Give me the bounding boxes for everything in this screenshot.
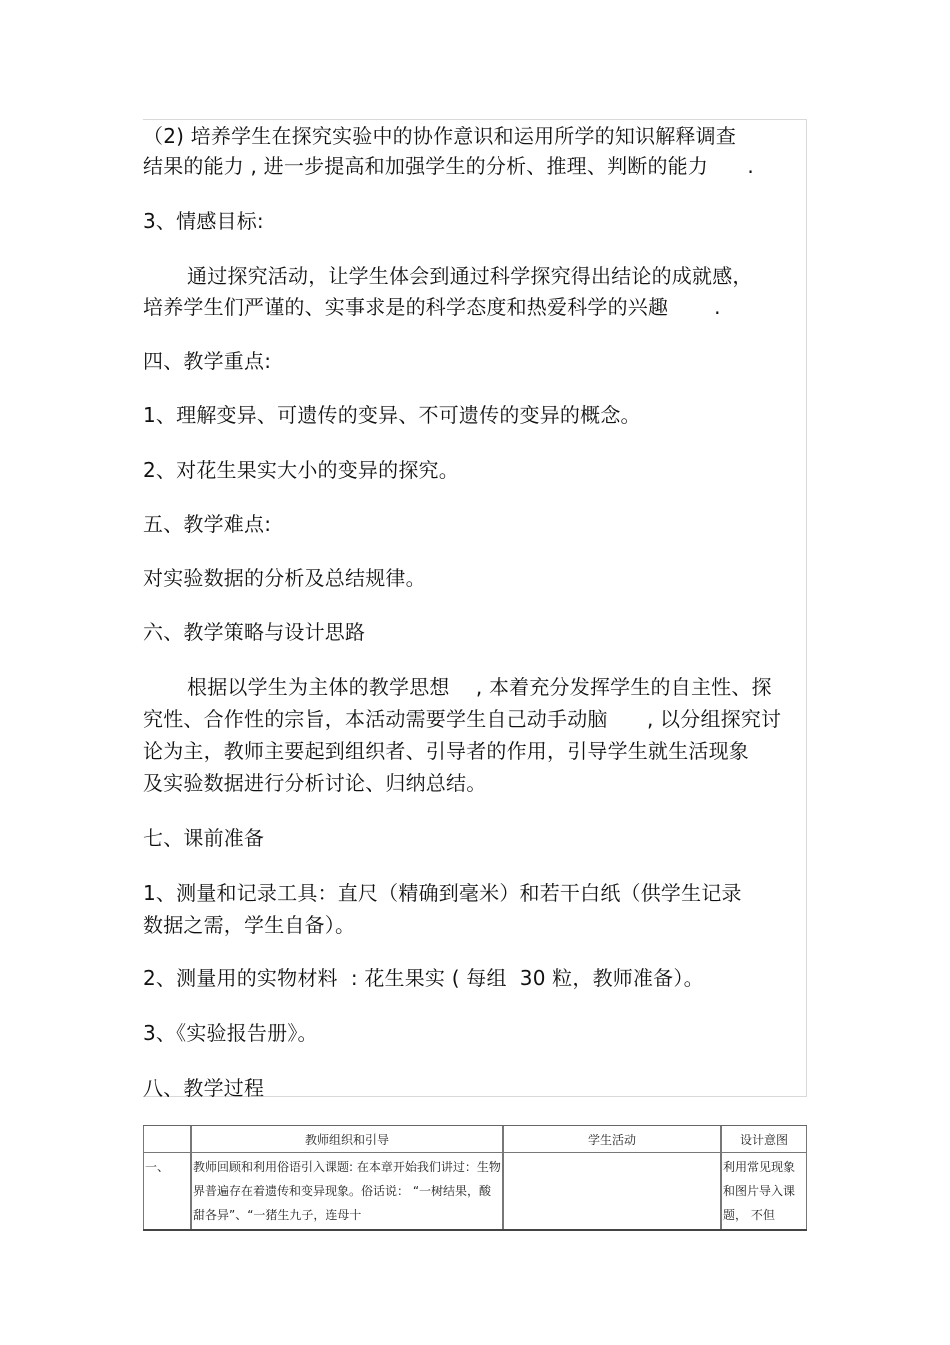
- heading-difficulties: 五、教学难点:: [143, 512, 272, 536]
- prep-2: 2、测量用的实物材料 : 花生果实 ( 每组 30 粒，教师准备）。: [143, 966, 704, 990]
- table-header-row: [143, 1126, 807, 1153]
- heading-preparation: 七、课前准备: [143, 826, 265, 850]
- header-teacher-guidance: 教师组织和引导: [191, 1126, 503, 1153]
- affective-line2: 培养学生们严谨的、实事求是的科学态度和热爱科学的兴趣 .: [143, 295, 721, 319]
- affective-line1: 通过探究活动，让学生体会到通过科学探究得出结论的成就感，: [187, 264, 753, 288]
- header-step: [143, 1126, 191, 1153]
- heading-process: 八、教学过程: [143, 1076, 265, 1100]
- cell-step: [143, 1153, 191, 1229]
- strategy-line4: 及实验数据进行分析讨论、归纳总结。: [143, 771, 487, 795]
- cell-teacher-text: 教师回顾和利用俗语引入课题: 在本章开始我们讲过：生物界普遍存在着遗传和变异现象。俗话说： “一树结果，酸甜各异”、“一猪生九子，连母十: [193, 1160, 501, 1222]
- heading-key-points: 四、教学重点:: [143, 349, 272, 373]
- prep-1-line2: 数据之需，学生自备）。: [143, 913, 356, 937]
- table-row: [143, 1153, 807, 1229]
- strategy-line1: 根据以学生为主体的教学思想 , 本着充分发挥学生的自主性、探: [187, 675, 772, 699]
- strategy-line2: 究性、合作性的宗旨，本活动需要学生自己动手动脑 , 以分组探究讨: [143, 707, 782, 731]
- heading-strategy: 六、教学策略与设计思路: [143, 620, 366, 644]
- cell-step-text: 一、: [145, 1160, 170, 1174]
- key-point-2: 2、对花生果实大小的变异的探究。: [143, 458, 459, 482]
- teaching-process-table: [143, 1125, 807, 1231]
- key-point-1: 1、理解变异、可遗传的变异、不可遗传的变异的概念。: [143, 403, 641, 427]
- header-student-activity: 学生活动: [503, 1126, 721, 1153]
- cell-student: [503, 1153, 721, 1229]
- strategy-line3: 论为主，教师主要起到组织者、引导者的作用，引导学生就生活现象: [143, 739, 749, 763]
- difficulty-1: 对实验数据的分析及总结规律。: [143, 566, 426, 590]
- prep-3: 3、《实验报告册》。: [143, 1021, 318, 1045]
- cell-teacher: [191, 1153, 503, 1229]
- header-design-intent: 设计意图: [721, 1126, 807, 1153]
- objective-2-line1: （2) 培养学生在探究实验中的协作意识和运用所学的知识解释调查: [143, 124, 737, 148]
- cell-intent: [721, 1153, 807, 1229]
- cell-intent-text: 利用常见现象和图片导入课题， 不但: [723, 1160, 796, 1222]
- objective-2-line2: 结果的能力 , 进一步提高和加强学生的分析、推理、判断的能力 .: [143, 154, 754, 178]
- heading-affective-goal: 3、情感目标:: [143, 209, 264, 233]
- prep-1-line1: 1、测量和记录工具：直尺（精确到毫米）和若干白纸（供学生记录: [143, 881, 742, 905]
